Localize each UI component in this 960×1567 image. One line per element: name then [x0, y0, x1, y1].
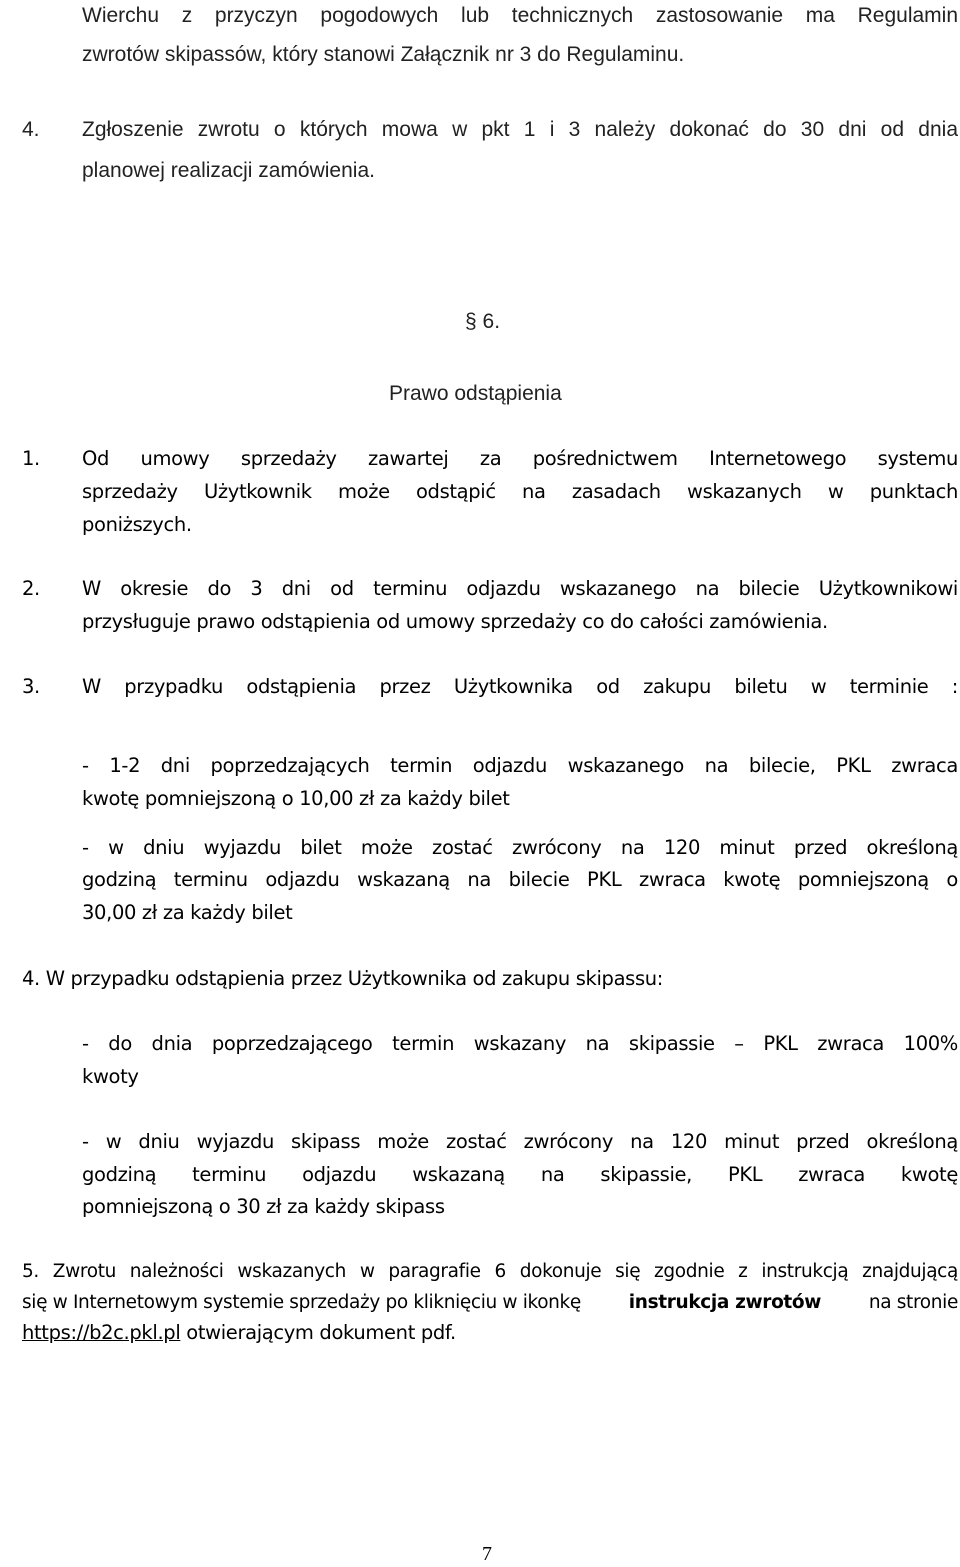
item-3-number: 3. — [22, 675, 40, 698]
intro-item4-line-2: planowej realizacji zamówienia. — [82, 159, 375, 182]
intro-line-2: zwrotów skipassów, który stanowi Załącznik nr 3 do Regulaminu. — [82, 43, 685, 66]
item-5-line-3 — [22, 1320, 456, 1346]
instrukcja-zwrotow-label: instrukcja zwrotów — [628, 1292, 822, 1313]
item-2-number: 2. — [22, 577, 40, 600]
intro-item4-number: 4. — [22, 118, 40, 141]
item-5-line-2 — [22, 1290, 958, 1316]
item-3a-line-1: - 1-2 dni poprzedzających termin odjazdu wskazanego na bilecie, PKL zwraca — [82, 754, 958, 777]
item-5-line-2-text: się w Internetowym systemie sprzedaży po kliknięciu w ikonkę — [22, 1292, 581, 1313]
item-1-line-1: Od umowy sprzedaży zawartej za pośrednictwem Internetowego systemu — [82, 447, 958, 470]
item-1-line-2: sprzedaży Użytkownik może odstąpić na zasadach wskazanych w punktach — [82, 480, 958, 503]
section-title: Prawo odstąpienia — [389, 382, 562, 405]
item-1-line-3: poniższych. — [82, 513, 192, 536]
item-5-line-3-text: otwierającym dokument pdf. — [186, 1321, 456, 1344]
item-3-line-1: W przypadku odstąpienia przez Użytkownika od zakupu biletu w terminie : — [82, 675, 958, 698]
item-4b-line-2: godziną terminu odjazdu wskazaną na skipassie, PKL zwraca kwotę — [82, 1163, 958, 1186]
item-4a-line-1: - do dnia poprzedzającego termin wskazany na skipassie – PKL zwraca 100% — [82, 1032, 958, 1055]
item-4a-line-2: kwoty — [82, 1065, 139, 1088]
item-2-line-1: W okresie do 3 dni od terminu odjazdu wskazanego na bilecie Użytkownikowi — [82, 577, 958, 600]
item-3a-line-2: kwotę pomniejszoną o 10,00 zł za każdy bilet — [82, 787, 510, 810]
intro-item4-line-1: Zgłoszenie zwrotu o których mowa w pkt 1 i 3 należy dokonać do 30 dni od dnia — [82, 118, 958, 141]
item-4b-line-3: pomniejszoną o 30 zł za każdy skipass — [82, 1195, 445, 1218]
section-number: § 6. — [465, 310, 501, 333]
b2c-link[interactable]: https://b2c.pkl.pl — [22, 1321, 181, 1344]
intro-line-1: Wierchu z przyczyn pogodowych lub technicznych zastosowanie ma Regulamin — [82, 4, 958, 27]
page-number: 7 — [482, 1543, 492, 1565]
item-3b-line-2: godziną terminu odjazdu wskazaną na bilecie PKL zwraca kwotę pomniejszoną o — [82, 868, 958, 891]
item-5-line-1: 5. Zwrotu należności wskazanych w paragrafie 6 dokonuje się zgodnie z instrukcją znajdującą — [22, 1261, 958, 1282]
item-4-line-1: 4. W przypadku odstąpienia przez Użytkownika od zakupu skipassu: — [22, 967, 664, 990]
item-3b-line-3: 30,00 zł za każdy bilet — [82, 901, 293, 924]
item-1-number: 1. — [22, 447, 40, 470]
item-4b-line-1: - w dniu wyjazdu skipass może zostać zwrócony na 120 minut przed określoną — [82, 1130, 958, 1153]
item-2-line-2: przysługuje prawo odstąpienia od umowy sprzedaży co do całości zamówienia. — [82, 610, 828, 633]
item-3b-line-1: - w dniu wyjazdu bilet może zostać zwrócony na 120 minut przed określoną — [82, 836, 958, 859]
item-5-line-2-end: na stronie — [868, 1292, 958, 1313]
